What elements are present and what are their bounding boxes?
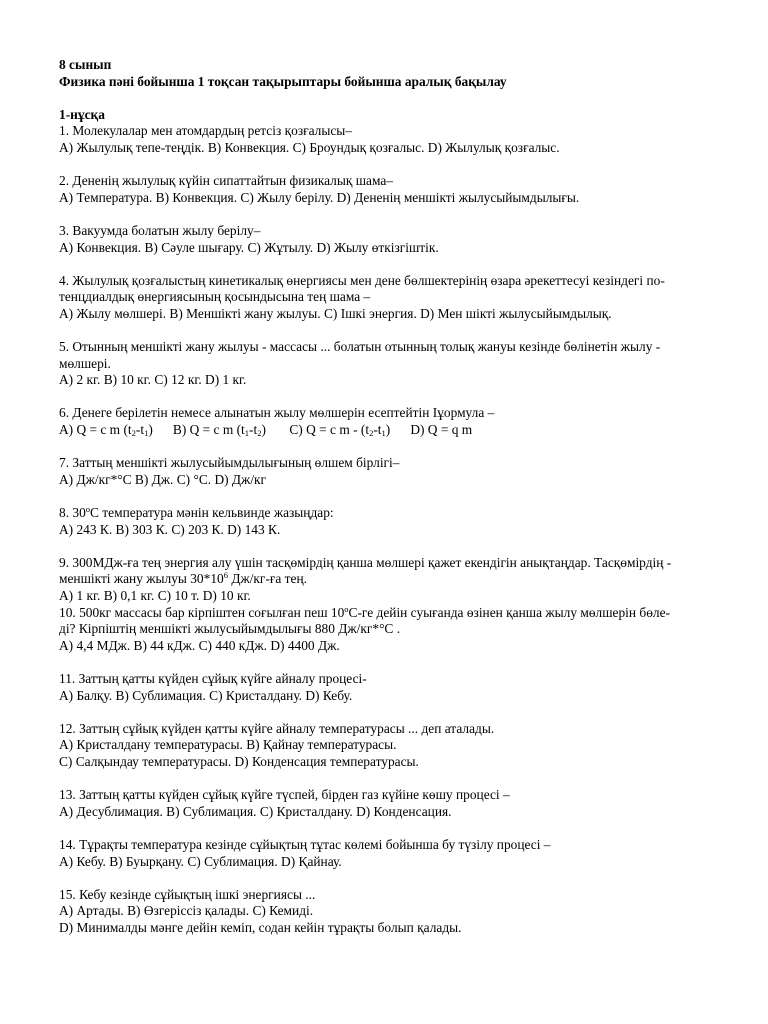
question-12-options-line-2: C) Салқындау температурасы. D) Конденсация температурасы. (59, 753, 419, 769)
question-9-stem-line-2: меншікті жану жылуы $30*10^6$ Дж/кг-ға тең. (59, 570, 307, 587)
question-6-options (59, 422, 709, 439)
question-8-stem: 8. $30^оС$ температура мәнін кельвинде жазыңдар: (59, 504, 334, 521)
question-7-options: A) Дж/кг*°С B) Дж. C) °С. D) Дж/кг (59, 471, 267, 487)
question-1-options: A) Жылулық тепе-теңдік. B) Конвекция. C) Броундық қозғалыс. D) Жылулық қозғалыс. (59, 139, 560, 155)
question-2-options: A) Температура. B) Конвекция. C) Жылу берілу. D) Дененің меншікті жылусыйымдылығы. (59, 189, 580, 205)
question-1-stem: 1. Молекулалар мен атомдардың ретсіз қозғалысы– (59, 123, 352, 139)
question-8-options: A) 243 К. B) 303 К. C) 203 К. D) 143 К. (59, 521, 281, 537)
option-c: C) Q = c m - $(t_2-t_1)$ (289, 422, 391, 439)
question-3-options: A) Конвекция. B) Сәуле шығару. C) Жұтылу. D) Жылу өткізгіштік. (59, 239, 439, 255)
question-4-stem-line-1: 4. Жылулық қозғалыстың кинетикалық өнергиясы мен дене бөлшектерінің өзара әрекеттесуі кезіндегі по- (59, 272, 665, 288)
option-a: A) Q = c m $(t_2-t_1)$ (59, 422, 153, 439)
question-9-options: A) 1 кг. B) 0,1 кг. C) 10 т. D) 10 кг. (59, 588, 251, 603)
question-12-options-line-1: A) Кристалдану температурасы. B) Қайнау температурасы. (59, 737, 397, 753)
grade-label: 8 сынып (59, 57, 112, 72)
option-d: D) Q = q m (410, 422, 473, 438)
document-title: Физика пәні бойынша 1 тоқсан тақырыптары бойынша аралық бақылау (59, 73, 507, 89)
question-13-options: A) Десублимация. B) Сублимация. C) Кристалдану. D) Конденсация. (59, 803, 452, 819)
question-3-stem: 3. Вакуумда болатын жылу берілу– (59, 222, 261, 238)
variant-label: 1-нұсқа (59, 106, 105, 122)
question-15-options-line-2: D) Минималды мәнге дейін кеміп, содан кейін тұрақты болып қалады. (59, 919, 462, 935)
question-9-stem-line-1: 9. 300МДж-ға тең энергия алу үшін тасқөмірдің қанша мөлшері қажет екендігін анықтаңдар. Тасқөмірдің - (59, 554, 672, 570)
question-10-stem-line-1: 10. 500кг массасы бар кірпіштен соғылған пеш $10^оС-ге$ дейін суығанда өзінен қанша жылу мөлшерін бөле- (59, 603, 670, 620)
question-5-stem-line-1: 5. Отынның меншікті жану жылуы - массасы ... болатын отынның толық жануы кезінде бөлінетін жылу - (59, 339, 661, 355)
question-15-stem: 15. Кебу кезінде сұйықтың ішкі энергиясы ... (59, 886, 316, 902)
question-2-stem: 2. Дененің жылулық күйін сипаттайтын физикалық шама– (59, 173, 393, 189)
question-10-stem-line-2: ді? Кірпіштің меншікті жылусыйымдылығы 880 Дж/кг*°С . (59, 621, 401, 637)
question-10-options: A) 4,4 МДж. B) 44 кДж. C) 440 кДж. D) 4400 Дж. (59, 637, 340, 653)
question-4-stem-line-2: тенцдиалдық өнергиясының қосындысына тең шама – (59, 289, 371, 305)
question-5-stem-line-2: мөлшері. (59, 355, 111, 371)
question-6-stem: 6. Денеге берілетін немесе алынатын жылу мөлшерін есептейтін Іұормула – (59, 405, 495, 421)
question-12-stem: 12. Заттың сұйық күйден қатты күйге айналу температурасы ... деп аталады. (59, 720, 495, 736)
question-11-stem: 11. Заттың қатты күйден сұйық күйге айналу процесі- (59, 670, 367, 686)
question-4-options: A) Жылу мөлшері. B) Меншікті жану жылуы. C) Ішкі энергия. D) Мен шікті жылусыйымдылық. (59, 305, 612, 321)
question-13-stem: 13. Заттың қатты күйден сұйық күйге түспей, бірден газ күйіне көшу процесі – (59, 787, 510, 803)
question-7-stem: 7. Заттың меншікті жылусыйымдылығының өлшем бірлігі– (59, 455, 400, 471)
option-b: B) Q = c m $(t_1-t_2)$ (172, 422, 266, 439)
question-5-options: A) 2 кг. B) 10 кг. C) 12 кг. D) 1 кг. (59, 372, 247, 388)
question-14-stem: 14. Тұрақты температура кезінде сұйықтың тұтас көлемі бойынша бу түзілу процесі – (59, 836, 551, 852)
question-14-options: A) Кебу. B) Буырқану. C) Сублимация. D) Қайнау. (59, 853, 342, 869)
question-15-options-line-1: A) Артады. B) Өзгеріссіз қалады. C) Кемиді. (59, 903, 314, 919)
exam-text (59, 57, 709, 936)
question-11-options: A) Балқу. B) Сублимация. C) Кристалдану. D) Кебу. (59, 687, 353, 703)
